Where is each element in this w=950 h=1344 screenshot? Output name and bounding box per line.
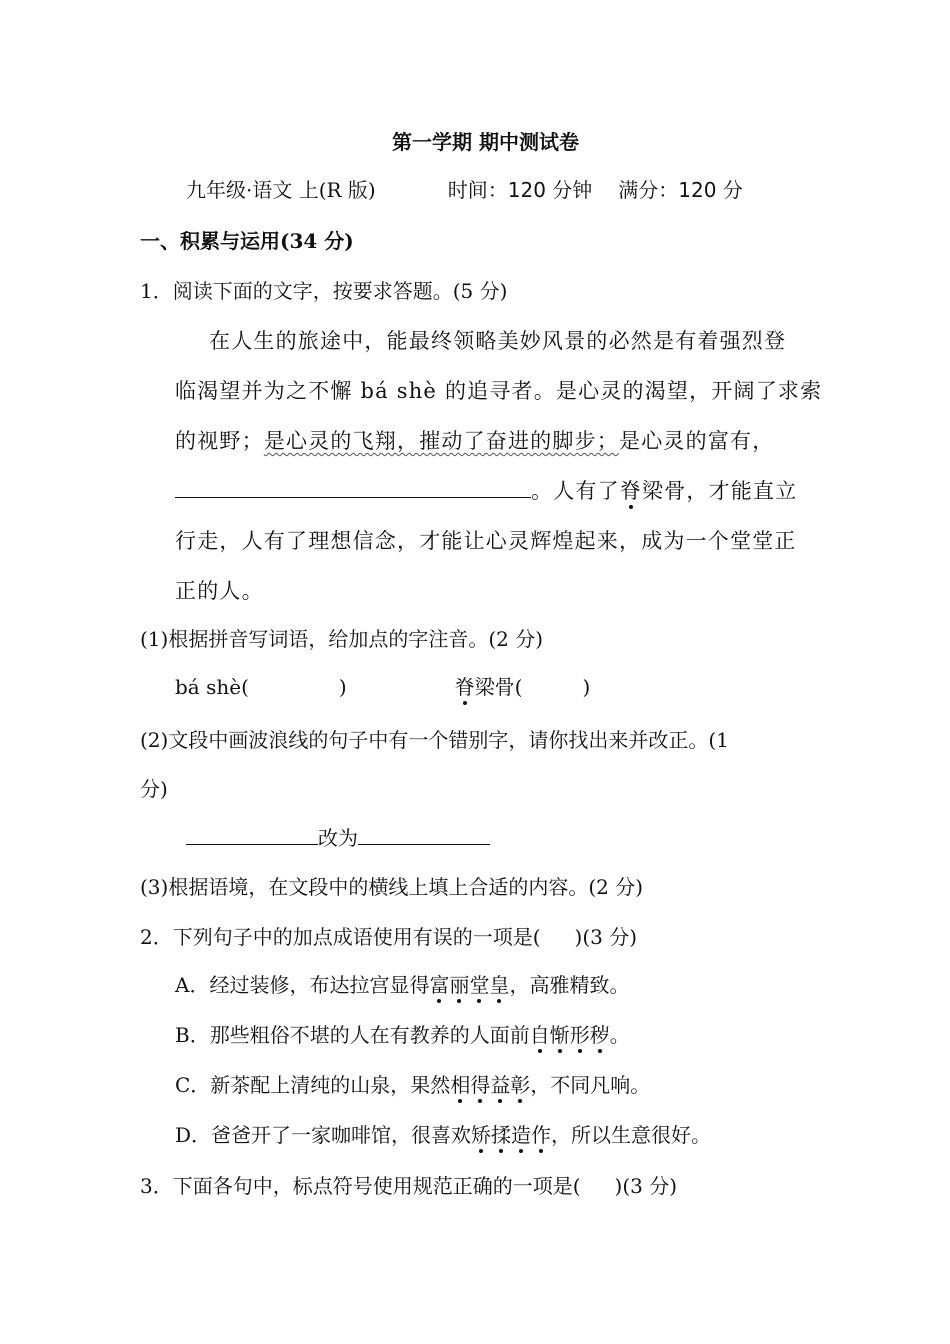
passage-line-1: 在人生的旅途中，能最终领略美妙风景的必然是有着强烈登 bbox=[209, 329, 787, 353]
char-prompt: 梁骨( bbox=[474, 675, 523, 699]
question-2-stem bbox=[140, 923, 637, 951]
passage-text: 。人有了 bbox=[531, 479, 620, 503]
passage-line-3 bbox=[175, 427, 774, 455]
dotted-character: 形 bbox=[569, 1023, 590, 1047]
option-d bbox=[175, 1121, 711, 1149]
stem-text: 3．下面各句中，标点符号使用规范正确的一项是( bbox=[140, 1174, 581, 1198]
option-text: 。 bbox=[609, 1023, 630, 1047]
dotted-character: 秽 bbox=[589, 1023, 610, 1047]
question-3-stem bbox=[140, 1172, 677, 1200]
dotted-character: 矫 bbox=[471, 1123, 492, 1147]
dotted-character: 揉 bbox=[491, 1123, 512, 1147]
correction-row bbox=[186, 824, 490, 852]
page-title: 第一学期 期中测试卷 bbox=[392, 130, 579, 154]
stem-score: )(3 分) bbox=[574, 925, 638, 949]
passage-text: 临渴望并为之不懈 bbox=[175, 379, 361, 403]
dotted-character: 脊 bbox=[619, 479, 643, 503]
dotted-character: 堂 bbox=[469, 973, 490, 997]
section-heading: 一、积累与运用(34 分) bbox=[140, 229, 354, 253]
dotted-character: 丽 bbox=[449, 973, 470, 997]
pinyin-prompt: bá shè( bbox=[175, 675, 249, 699]
sub-question-1: (1)根据拼音写词语，给加点的字注音。(2 分) bbox=[140, 627, 544, 651]
option-c bbox=[175, 1071, 650, 1099]
sub-question-2-line-1: (2)文段中画波浪线的句子中有一个错别字，请你找出来并改正。(1 bbox=[140, 728, 729, 752]
passage-text: 的视野； bbox=[175, 429, 264, 453]
option-text: ，所以生意很好。 bbox=[551, 1123, 712, 1147]
stem-text: 2．下列句子中的加点成语使用有误的一项是( bbox=[140, 925, 541, 949]
dotted-character: 相 bbox=[450, 1073, 471, 1097]
time-label: 时间： bbox=[447, 178, 508, 202]
dotted-character: 自 bbox=[529, 1023, 550, 1047]
passage-text: 的追寻者。是心灵的渴望，开阔了求索 bbox=[437, 379, 823, 403]
pinyin-word: bá shè bbox=[360, 379, 438, 403]
sub-question-2-line-2: 分) bbox=[140, 777, 168, 801]
dotted-character: 益 bbox=[490, 1073, 511, 1097]
dotted-character: 作 bbox=[531, 1123, 552, 1147]
sub-question-3: (3)根据语境，在文段中的横线上填上合适的内容。(2 分) bbox=[140, 875, 644, 899]
stem-score: )(3 分) bbox=[614, 1174, 678, 1198]
time-value: 120 分钟 bbox=[507, 178, 593, 202]
passage-line-4 bbox=[175, 477, 797, 505]
passage-text: 梁骨，才能直立 bbox=[642, 479, 798, 503]
option-text: A．经过装修，布达拉宫显得 bbox=[175, 973, 430, 997]
option-text: B．那些粗俗不堪的人在有教养的人面前 bbox=[175, 1023, 530, 1047]
dotted-character: 彰 bbox=[510, 1073, 531, 1097]
score-label: 满分： bbox=[618, 178, 679, 202]
correct-char-blank[interactable] bbox=[358, 824, 490, 845]
wavy-underlined-sentence: 是心灵的飞翔，摧动了奋进的脚步； bbox=[263, 429, 620, 453]
passage-line-2 bbox=[175, 377, 822, 405]
fill-blank-line[interactable] bbox=[175, 477, 531, 498]
paren-close: ) bbox=[582, 675, 591, 699]
option-text: D．爸爸开了一家咖啡馆，很喜欢 bbox=[175, 1123, 472, 1147]
option-text: ，不同凡响。 bbox=[530, 1073, 651, 1097]
paren-close: ) bbox=[338, 675, 347, 699]
question-1-stem: 1．阅读下面的文字，按要求答题。(5 分) bbox=[140, 279, 508, 303]
subject-label: 九年级·语文 上(R 版) bbox=[186, 178, 376, 202]
passage-line-5: 行走，人有了理想信念，才能让心灵辉煌起来，成为一个堂堂正 bbox=[175, 529, 797, 553]
dotted-character: 得 bbox=[470, 1073, 491, 1097]
dotted-character: 造 bbox=[511, 1123, 532, 1147]
option-b bbox=[175, 1021, 630, 1049]
dotted-character: 富 bbox=[429, 973, 450, 997]
score-value: 120 分 bbox=[678, 178, 743, 202]
option-text: ，高雅精致。 bbox=[509, 973, 630, 997]
option-text: C．新茶配上清纯的山泉，果然 bbox=[175, 1073, 451, 1097]
wrong-char-blank[interactable] bbox=[186, 824, 318, 845]
option-a bbox=[175, 971, 629, 999]
dotted-character: 惭 bbox=[549, 1023, 570, 1047]
exam-info bbox=[186, 176, 743, 204]
passage-line-6: 正的人。 bbox=[175, 579, 264, 603]
change-to-label: 改为 bbox=[318, 826, 358, 850]
dotted-character: 皇 bbox=[489, 973, 510, 997]
sub-question-1-answers bbox=[175, 673, 590, 701]
passage-text: 是心灵的富有， bbox=[619, 429, 775, 453]
dotted-character: 脊 bbox=[454, 675, 475, 699]
